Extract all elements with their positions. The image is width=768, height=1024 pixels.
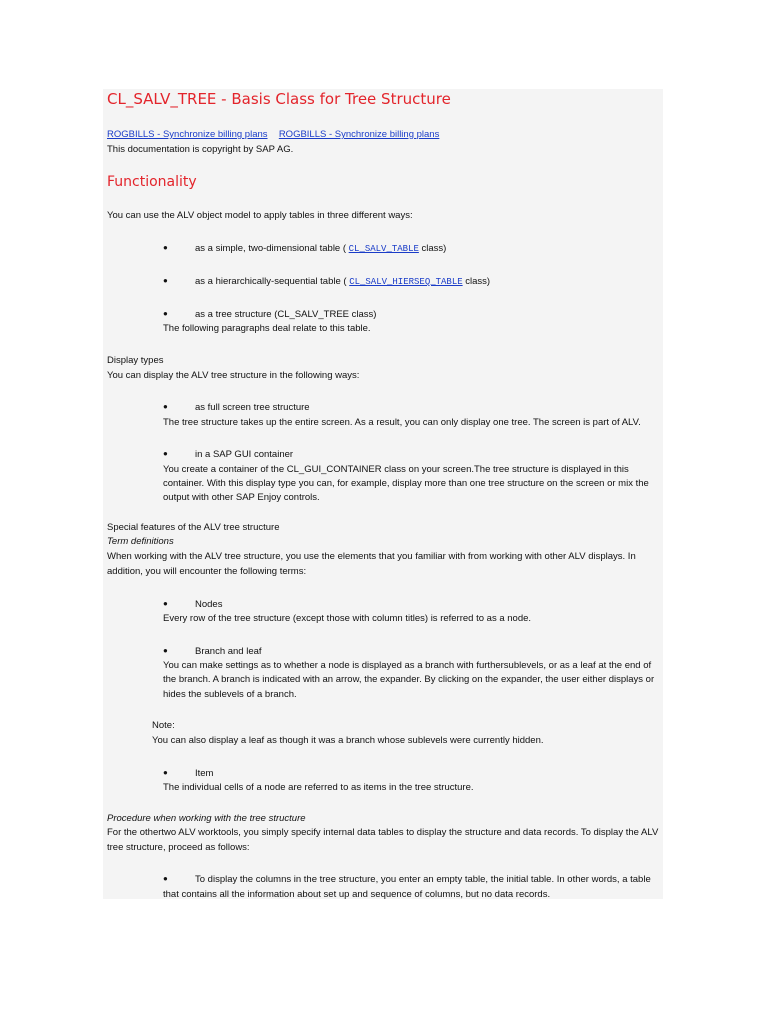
bullet-icon: ● bbox=[163, 768, 168, 777]
list-item-description: The individual cells of a node are referred to as items in the tree structure. bbox=[163, 782, 474, 793]
list-item-description: You can make settings as to whether a node is displayed as a branch with furthersublevels, or as a leaf at the end of bbox=[163, 660, 652, 671]
list-item-description: hides the sublevels of a branch. bbox=[163, 689, 297, 700]
procedure-intro: For the othertwo ALV worktools, you simply specify internal data tables to display the structure and data records. To display the ALV bbox=[107, 827, 659, 838]
list-item-description: The following paragraphs deal relate to this table. bbox=[163, 323, 371, 334]
term-definitions-heading: Term definitions bbox=[107, 536, 174, 547]
list-item-description: container. With this display type you can, for example, display more than one tree structure on the screen or mix the bbox=[163, 478, 649, 489]
list-item-description: Every row of the tree structure (except those with column titles) is referred to as a node. bbox=[163, 613, 532, 624]
list-item-description: You create a container of the CL_GUI_CONTAINER class on your screen.The tree structure is displayed in this bbox=[163, 464, 629, 475]
cl-salv-table-link[interactable]: CL_SALV_TABLE bbox=[348, 244, 419, 254]
bullet-icon: ● bbox=[163, 276, 168, 285]
related-links bbox=[107, 128, 439, 141]
list-item: as a tree structure (CL_SALV_TREE class) bbox=[195, 309, 377, 320]
list-item-description: that contains all the information about set up and sequence of columns, but no data records. bbox=[163, 889, 551, 900]
procedure-intro: tree structure, proceed as follows: bbox=[107, 842, 250, 853]
bullet-icon: ● bbox=[163, 243, 168, 252]
bullet-icon: ● bbox=[163, 874, 168, 883]
bullet-icon: ● bbox=[163, 646, 168, 655]
functionality-intro: You can use the ALV object model to apply tables in three different ways: bbox=[107, 210, 413, 221]
list-item: Item bbox=[195, 768, 214, 779]
bullet-icon: ● bbox=[163, 449, 168, 458]
special-intro: addition, you will encounter the following terms: bbox=[107, 566, 307, 577]
copyright-notice: This documentation is copyright by SAP AG. bbox=[107, 144, 294, 155]
note-text: You can also display a leaf as though it was a branch whose sublevels were currently hidden. bbox=[152, 735, 544, 746]
list-item: as full screen tree structure bbox=[195, 402, 310, 413]
bullet-icon: ● bbox=[163, 599, 168, 608]
functionality-heading: Functionality bbox=[107, 174, 197, 190]
display-types-intro: You can display the ALV tree structure in the following ways: bbox=[107, 370, 360, 381]
rogbills-link-1[interactable]: ROGBILLS - Synchronize billing plans bbox=[107, 129, 268, 140]
special-features-heading: Special features of the ALV tree structure bbox=[107, 522, 280, 533]
cl-salv-hierseq-table-link[interactable]: CL_SALV_HIERSEQ_TABLE bbox=[349, 277, 463, 287]
display-types-heading: Display types bbox=[107, 355, 164, 366]
list-item-description: The tree structure takes up the entire screen. As a result, you can only display one tree. The screen is part of ALV. bbox=[163, 417, 641, 428]
list-item: in a SAP GUI container bbox=[195, 449, 294, 460]
note-label: Note: bbox=[152, 720, 175, 731]
list-item: as a simple, two-dimensional table ( CL_SALV_TABLE class) bbox=[195, 243, 447, 254]
list-item-description: the branch. A branch is indicated with an arrow, the expander. By clicking on the expander, the user either displays or bbox=[163, 674, 655, 685]
list-item: Nodes bbox=[195, 599, 223, 610]
page-title: CL_SALV_TREE - Basis Class for Tree Structure bbox=[107, 90, 451, 108]
rogbills-link-2[interactable]: ROGBILLS - Synchronize billing plans bbox=[278, 129, 440, 140]
procedure-heading: Procedure when working with the tree structure bbox=[107, 813, 306, 824]
bullet-icon: ● bbox=[163, 402, 168, 411]
list-item-description: output with other SAP Enjoy controls. bbox=[163, 492, 320, 503]
list-item: Branch and leaf bbox=[195, 646, 262, 657]
special-intro: When working with the ALV tree structure, you use the elements that you familiar with from working with other ALV displays. In bbox=[107, 551, 636, 562]
bullet-icon: ● bbox=[163, 309, 168, 318]
list-item: To display the columns in the tree structure, you enter an empty table, the initial table. In other words, a table bbox=[195, 874, 651, 885]
list-item: as a hierarchically-sequential table ( CL_SALV_HIERSEQ_TABLE class) bbox=[195, 276, 491, 287]
